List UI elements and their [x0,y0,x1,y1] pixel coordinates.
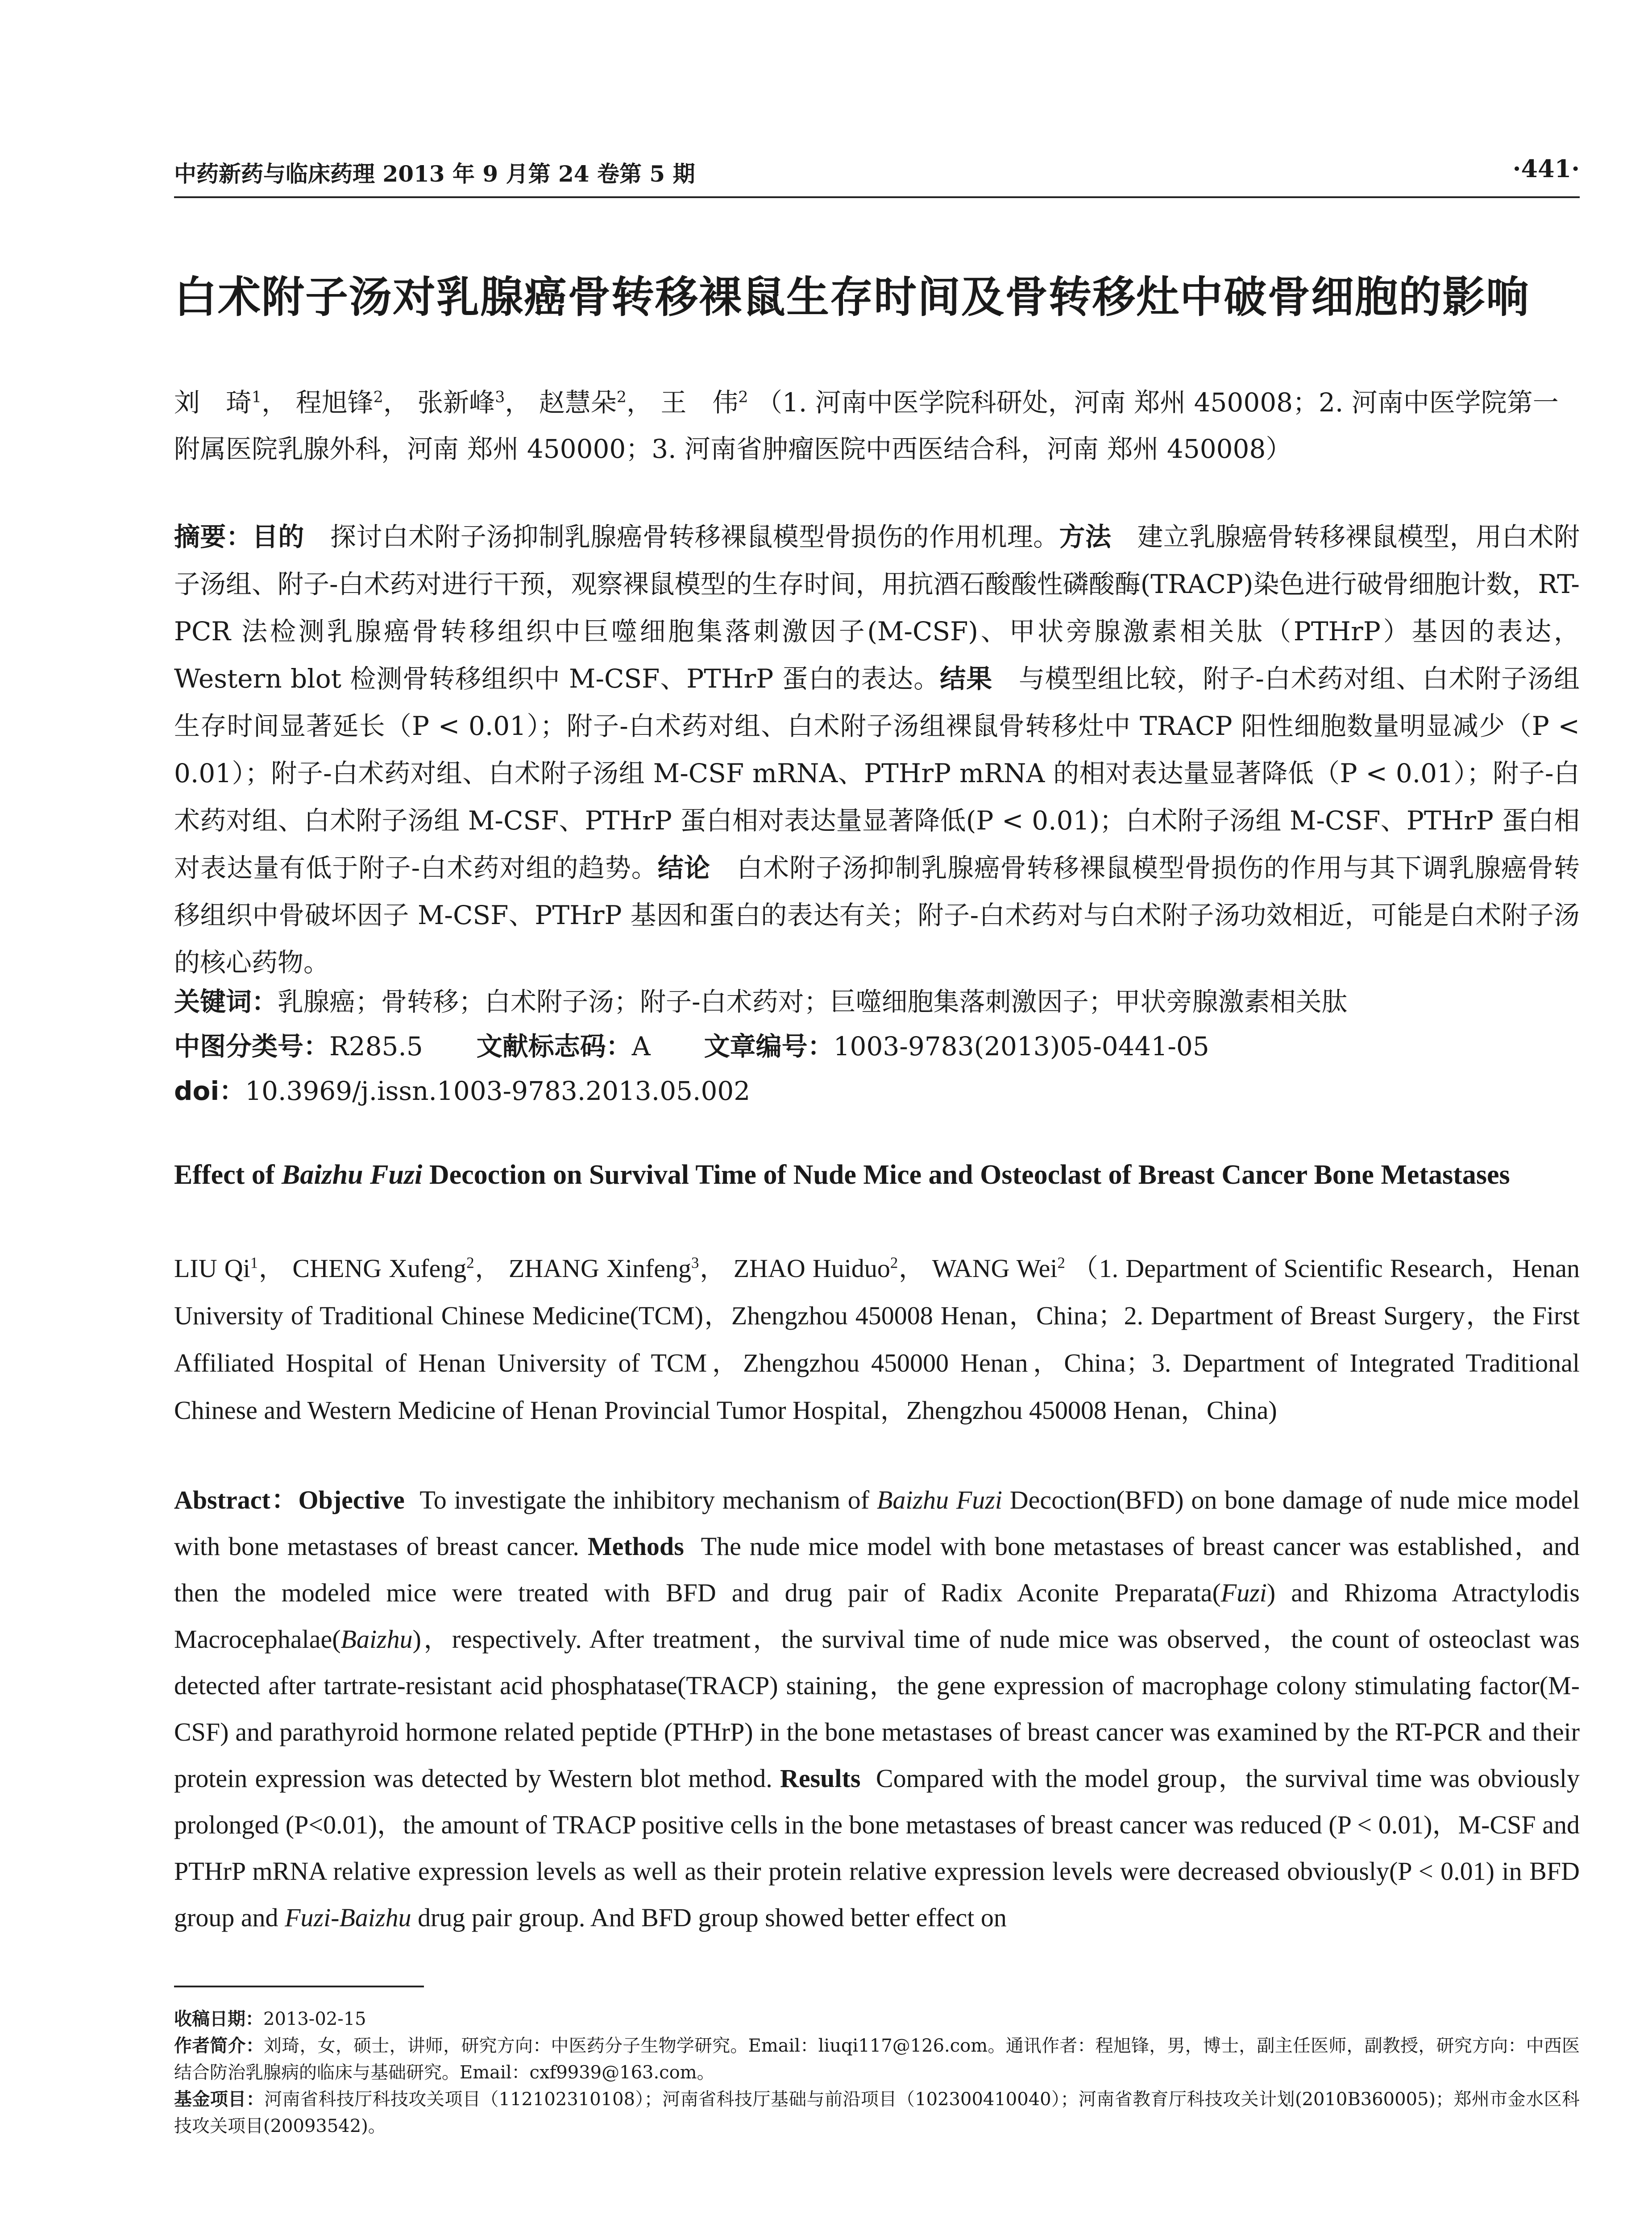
author-sup: 1 [252,388,262,406]
received-label: 收稿日期： [174,2009,263,2029]
english-abstract [174,1477,1580,1941]
en-author-name: CHENG Xufeng [292,1254,467,1283]
conclusion-label: 结论 [657,853,710,883]
journal-name: 中药新药与临床药理 2013 年 9 月第 24 卷第 5 期 [174,161,695,187]
en-author-name: LIU Qi [174,1254,250,1283]
funding-label: 基金项目： [174,2089,265,2110]
doi-line [174,1069,1580,1113]
en-results-text: Compared with the model group，the survival time was obviously prolonged (P<0.01)，the amount of TRACP positive cells in the bone metastases of breast cancer was reduced (P < 0.01)，M-CSF and PTHrP mRNA relative expression levels as well as their protein relative expression levels were decreased obviously(P < 0.01) in BFD group and [174,1764,1580,1932]
keywords [174,979,1580,1024]
funding-text: 河南省科技厅科技攻关项目（112102310108）；河南省科技厅基础与前沿项目（102300410040）；河南省教育厅科技攻关计划(2010B360005)；郑州市金水区科技攻关项目(20093542)。 [174,2089,1580,2136]
english-title-part: Effect of [174,1160,282,1190]
objective-text: 探讨白术附子汤抑制乳腺癌骨转移裸鼠模型骨损伤的作用机理。 [330,522,1059,552]
article-no-label: 文章编号： [704,1031,834,1062]
author-name: 王 伟 [660,387,739,418]
author-bio-text: 刘琦，女，硕士，讲师，研究方向：中医药分子生物学研究。Email：liuqi117@126.com。通讯作者：程旭锋，男，博士，副主任医师，副教授，研究方向：中西医结合防治乳腺病的临床与基础研究。Email：cxf9939@163.com。 [174,2036,1580,2083]
en-author-sup: 2 [890,1254,898,1272]
en-author-sup: 2 [466,1254,474,1272]
english-author-block: LIU Qi$^1$， CHENG Xufeng$^2$， ZHANG Xinfeng$^3$， ZHAO Huiduo$^2$， WANG Wei$^2$ （1. Department of Scientific Research，Henan University of Traditional Chinese Medicine(TCM)，Zhengzhou 450008 Henan，China；2. Department of Breast Surgery，the First Affiliated Hospital of Henan University of TCM，Zhengzhou 450000 Henan，China；3. Department of Integrated Traditional Chinese and Western Medicine of Henan Provincial Tumor Hospital，Zhengzhou 450008 Henan，China) [174,1254,1580,1425]
footnote-divider [174,1986,424,1987]
en-results-label: Results [780,1764,861,1793]
running-header [174,147,1580,198]
en-methods-text: The nude mice model with bone metastases of breast cancer was established，and then the modeled mice were treated with BFD and drug pair of Radix Aconite Preparata( [174,1532,1580,1607]
results-label: 结果 [940,663,993,694]
author-name: 赵慧朵 [539,387,617,418]
en-abstract-label: Abstract： [174,1485,299,1514]
en-author-sup: 1 [250,1254,258,1272]
en-methods-italic: Baizhu [340,1625,413,1654]
conclusion-text: 白术附子汤抑制乳腺癌骨转移裸鼠模型骨损伤的作用与其下调乳腺癌骨转移组织中骨破坏因子 M-CSF、PTHrP 基因和蛋白的表达有关；附子-白术药对与白术附子汤功效相近，可能是白术附子汤的核心药物。 [174,853,1580,978]
funding [174,2086,1580,2140]
en-objective-text: Decoction(BFD) on bone damage of nude mice model with bone metastases of breast cancer. [174,1485,1580,1561]
keywords-text: 乳腺癌；骨转移；白术附子汤；附子-白术药对；巨噬细胞集落刺激因子；甲状旁腺激素相关肽 [278,987,1348,1017]
classification-line [174,1024,1580,1069]
clc-label: 中图分类号： [174,1031,330,1062]
en-author-name: WANG Wei [932,1254,1058,1283]
en-author-name: ZHANG Xinfeng [508,1254,692,1283]
results-text: 与模型组比较，附子-白术药对组、白术附子汤组生存时间显著延长（P < 0.01）；附子-白术药对组、白术附子汤组裸鼠骨转移灶中 TRACP 阳性细胞数量明显减少（P < 0.01）；附子-白术药对组、白术附子汤组 M-CSF mRNA、PTHrP mRNA 的相对表达量显著降低（P < 0.01）；附子-白术药对组、白术附子汤组 M-CSF、PTHrP 蛋白相对表达量显著降低(P < 0.01)；白术附子汤组 M-CSF、PTHrP 蛋白相对表达量有低于附子-白术药对组的趋势。 [174,663,1580,883]
abstract-cn [174,513,1580,986]
en-objective-label: Objective [298,1485,405,1514]
author-name: 刘 琦 [174,387,252,418]
english-title-italic: Baizhu Fuzi [281,1160,423,1190]
en-objective-text: To investigate the inhibitory mechanism of [419,1485,877,1514]
author-name: 程旭锋 [295,387,374,418]
author-bio [174,2032,1580,2086]
footnotes [174,2006,1580,2140]
received-value: 2013-02-15 [263,2009,366,2029]
author-sup: 2 [373,388,383,406]
en-results-text: drug pair group. And BFD group showed better effect on [411,1903,1007,1932]
methods-label: 方法 [1059,522,1112,552]
author-sup: 2 [738,388,748,406]
en-author-name: ZHAO Huiduo [733,1254,890,1283]
author-bio-label: 作者简介： [174,2036,264,2056]
en-objective-italic: Baizhu Fuzi [876,1485,1002,1514]
author-name: 张新峰 [417,387,495,418]
en-author-sup: 3 [691,1254,699,1272]
page-number: ·441· [1512,154,1580,183]
doi-value: 10.3969/j.issn.1003-9783.2013.05.002 [245,1076,751,1106]
en-methods-text: ) and Rhizoma Atractylodis Macrocephalae( [174,1578,1580,1654]
objective-label: 目的 [252,522,304,552]
en-affiliations: （1. Department of Scientific Research，Henan University of Traditional Chinese Medicine(TCM)，Zhengzhou 450008 Henan，China；2. Department of Breast Surgery，the First Affiliated Hospital of Henan University of TCM，Zhengzhou 450000 Henan，China；3. Department of Integrated Traditional Chinese and Western Medicine of Henan Provincial Tumor Hospital，Zhengzhou 450008 Henan，China) [174,1254,1580,1425]
en-methods-label: Methods [587,1532,684,1561]
doi-label: doi： [174,1076,245,1106]
english-title-part: Decoction on Survival Time of Nude Mice and Osteoclast of Breast Cancer Bone Metastases [422,1160,1510,1190]
keywords-label: 关键词： [174,987,278,1017]
author-affiliations: （1. 河南中医学院科研处，河南 郑州 450008；2. 河南中医学院第一附属医院乳腺外科，河南 郑州 450000；3. 河南省肿瘤医院中西医结合科，河南 郑州 450008） [174,387,1559,464]
author-sup: 2 [616,388,627,406]
abstract-label: 摘要： [174,522,253,552]
author-block: 刘 琦$^1$， 程旭锋$^2$， 张新峰$^3$， 赵慧朵$^2$， 王 伟$^2$ （1. 河南中医学院科研处，河南 郑州 450008；2. 河南中医学院第一附属医院乳腺外科，河南 郑州 450000；3. 河南省肿瘤医院中西医结合科，河南 郑州 450008） [174,387,1559,464]
doc-code-label: 文献标志码： [476,1031,632,1062]
received-date [174,2006,1580,2032]
article-title: 白术附子汤对乳腺癌骨转移裸鼠生存时间及骨转移灶中破骨细胞的影响 [174,272,1530,322]
en-methods-text: )，respectively. After treatment，the survival time of nude mice was observed，the count of osteoclast was detected after tartrate-resistant acid phosphatase(TRACP) staining，the gene expression of macrophage colony stimulating factor(M-CSF) and parathyroid hormone related peptide (PTHrP) in the bone metastases of breast cancer was examined by the RT-PCR and their protein expression was detected by Western blot method. [174,1625,1580,1793]
clc-value: R285.5 [329,1031,423,1062]
en-results-italic: Fuzi-Baizhu [285,1903,411,1932]
author-sup: 3 [495,388,505,406]
doc-code-value: A [631,1031,651,1062]
en-methods-italic: Fuzi [1220,1578,1267,1607]
article-no-value: 1003-9783(2013)05-0441-05 [833,1031,1209,1062]
methods-text: 建立乳腺癌骨转移裸鼠模型，用白术附子汤组、附子-白术药对进行干预，观察裸鼠模型的生存时间，用抗酒石酸酸性磷酸酶(TRACP)染色进行破骨细胞计数，RT-PCR 法检测乳腺癌骨转移组织中巨噬细胞集落刺激因子(M-CSF)、甲状旁腺激素相关肽（PTHrP）基因的表达，Western blot 检测骨转移组织中 M-CSF、PTHrP 蛋白的表达。 [174,522,1580,694]
en-author-sup: 2 [1057,1254,1065,1272]
english-title [174,1151,1580,1198]
